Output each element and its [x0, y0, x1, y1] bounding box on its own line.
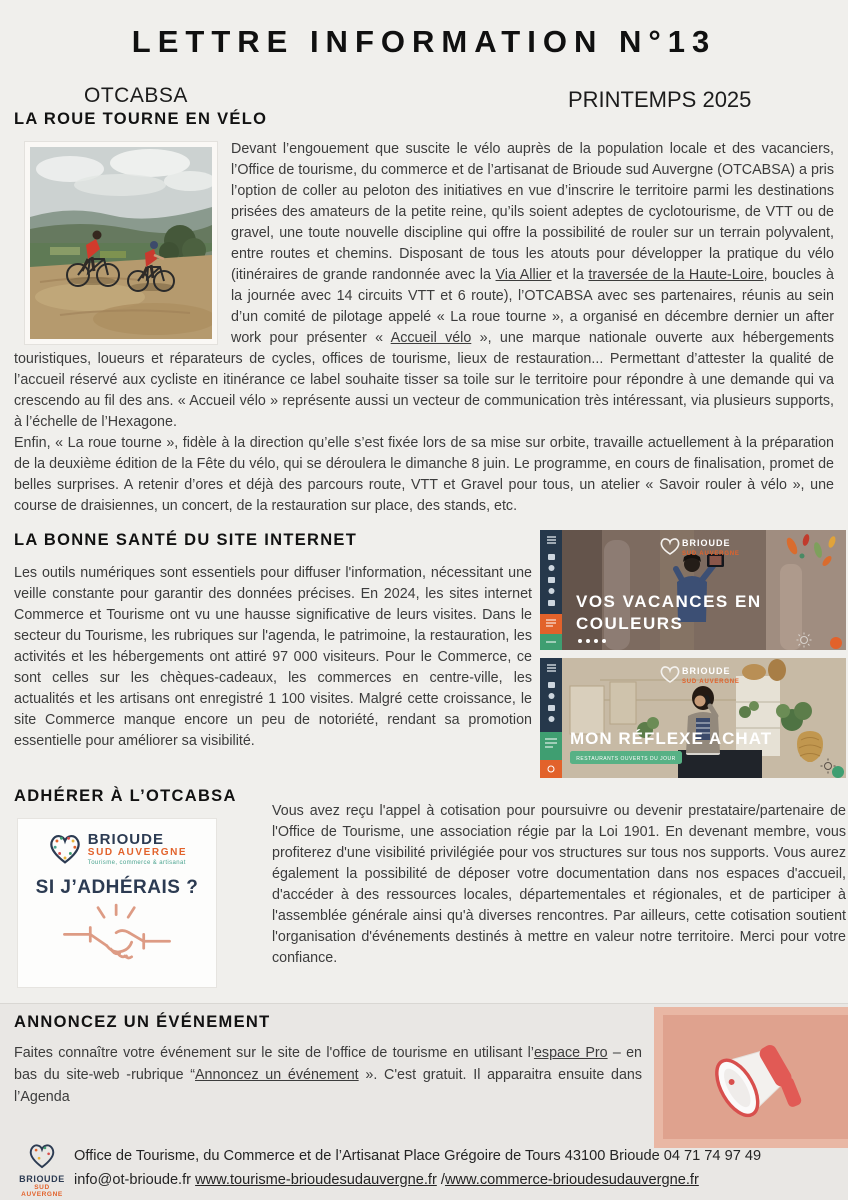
link-accueil-velo[interactable]: Accueil vélo [390, 330, 472, 346]
internet-paragraph: Les outils numériques sont essentiels pour diffuser l'information, nécessitant une veille constante pour garantir des données précises. En 2024, les sites internet Commerce et Tourisme ont vu une hausse significative de leurs visites. Dans le secteur du Tourisme, les rubriques sur l'agenda, le patrimoine, la restauration, les activités et les hébergements ont attiré 97 000 visiteurs. Pour le Commerce, ce sont celles sur les chèques-cadeaux, les commerces en centre-ville, les actualités et les artisans ont enregistré 1 100 visites. Malgré cette croissance, le site Commerce manque encore un peu de notoriété, rendant sa promotion essentielle pour améliorer sa visibilité. [14, 565, 532, 749]
org-name: OTCABSA [84, 84, 188, 107]
link-annoncez-evenement[interactable]: Annoncez un événement [195, 1067, 359, 1083]
cyclists-photo [25, 142, 217, 344]
section-velo [14, 139, 834, 531]
footer-logo [16, 1142, 68, 1198]
cyclists-photo-art [30, 147, 212, 339]
evenement-paragraph [14, 1042, 642, 1108]
megaphone-photo [654, 1007, 848, 1148]
velo-paragraph-2: Enfin, « La roue tourne », fidèle à la direction qu’elle s’est fixée lors de sa mise sur orbite, travaille actuellement à la préparation de la deuxième édition de la Fête du vélo, qui se déroulera le dimanche 8 juin. Le programme, en cours de finalisation, promet de belles surprises. A retenir d’ores et déjà des parcours route, VTT et Gravel pour tous, un atelier « Savoir rouler à vélo », une course de draisiennes, un concert, de la restauration sur place, des stands, etc. [14, 435, 834, 514]
chat-bubble-icon [830, 637, 842, 649]
text-segment: Devant l’engouement que suscite le vélo auprès de la population locale et des vacanciers, l’Office de tourisme, du commerce et de l’artisanat de Brioude sud Auvergne (OTCABSA) a pris l’option de coller au peloton des initiatives en vue d’inscrire le territoire parmi les destinations prisées des amateurs de la petite reine, qu’ils soient adeptes de cyclotourisme, de VTT ou de gravel, une toute nouvelle discipline qui offre la possibilité de rouler sur un terrain polyvalent, entre routes et chemins. Disposant de tous les atouts pour développer la pratique du vélo (itinéraires de grande randonnée avec la [231, 141, 834, 283]
footer-brand-name: BRIOUDE [19, 1174, 65, 1184]
section-heading-evenement: ANNONCEZ UN ÉVÉNEMENT [14, 1013, 271, 1031]
footer-email[interactable]: info@ot-brioude.fr [74, 1172, 192, 1188]
link-espace-pro[interactable]: espace Pro [533, 1045, 608, 1061]
megaphone-icon [697, 1018, 815, 1136]
footer-heart-icon [27, 1142, 57, 1170]
text-segment: Faites connaître votre événement sur le site de l'office de tourisme en utilisant l’ [14, 1045, 534, 1061]
card-question: SI J’ADHÉRAIS ? [35, 877, 199, 898]
chat-bubble-icon [832, 766, 844, 778]
restaurants-button-label: RESTAURANTS OUVERTS DU JOUR [576, 756, 676, 762]
site-brand-name: BRIOUDE [682, 666, 731, 676]
card-brand-name: BRIOUDE [87, 831, 164, 848]
section-heading-velo: LA ROUE TOURNE EN VÉLO [14, 110, 268, 128]
page-title: LETTRE INFORMATION N°13 [131, 24, 717, 59]
website-screenshots [540, 530, 846, 786]
text-segment: , boucles à la journée avec 14 circuits VTT et 6 route), l’OTCABSA avec ses partenaires, réunis au sein d’un comité de pilotage appelé « La roue tourne », a organisé en décembre dernier un after work pour présenter « [231, 267, 834, 346]
link-via-allier[interactable]: Via Allier [495, 267, 552, 283]
section-heading-adherer: ADHÉRER À L’OTCABSA [14, 787, 237, 805]
footer-contact [74, 1144, 761, 1192]
text-segment: », une marque nationale ouverte aux hébergements touristiques, loueurs et réparateurs de cycles, offices de tourisme, lieux de restauration... Permettant d’attester la qualité de l’accueil réservé aux cycliste en itinérance ce label souhaite tisser sa toile sur le territoire pour répondre à une demande qui va crescendo au fil des ans. « Accueil vélo » représente aussi un vecteur de communication très intéressant, via plusieurs supports, à l’échelle de l’Hexagone. [14, 330, 834, 430]
site-brand-region: SUD AUVERGNE [682, 551, 740, 557]
footer-links-line [74, 1168, 761, 1192]
text-segment: et la [551, 267, 589, 283]
text-segment: – en bas du site-web -rubrique “ [14, 1045, 642, 1083]
bottom-band [0, 1003, 848, 1200]
adherer-paragraph: Vous avez reçu l'appel à cotisation pour poursuivre ou devenir prestataire/partenaire de l'Office de Tourisme, une association régie par la Loi 1901. En devenant membre, vous profiterez d'une visibilité privilégiée pour vos structures sur tous nos supports. Vous aurez également la possibilité de déposer votre documentation dans nos espaces d'accueil, d'accéder à des ressources locales, départementales et régionales, et de participer à l'assemblée générale ainsi qu'à diverses rencontres. Par ailleurs, cette cotisation soutient l'organisation d'événements destinés à mettre en valeur notre territoire. Merci pour votre confiance. [272, 803, 846, 966]
screen-vacances-title-line1: VOS VACANCES EN [576, 592, 762, 611]
footer-url-commerce[interactable]: www.commerce-brioudesudauvergne.fr [444, 1172, 699, 1188]
site-brand-region: SUD AUVERGNE [682, 679, 740, 685]
handshake-icon [61, 903, 173, 971]
brioude-heart-logo [47, 832, 83, 866]
text-segment: ». C'est gratuit. Il apparaitra ensuite dans l’Agenda [14, 1067, 642, 1105]
card-brand-tagline: Tourisme, commerce & artisanat [87, 860, 186, 866]
footer-address-line: Office de Tourisme, du Commerce et de l’Artisanat Place Grégoire de Tours 43100 Brioude 04 71 74 97 49 [74, 1148, 762, 1164]
adhesion-card [18, 819, 216, 987]
section-heading-internet: LA BONNE SANTÉ DU SITE INTERNET [14, 531, 358, 549]
website-screenshot-vacances [540, 530, 846, 650]
issue-season: PRINTEMPS 2025 [568, 87, 752, 112]
footer-url-tourisme[interactable]: www.tourisme-brioudesudauvergne.fr [195, 1172, 437, 1188]
link-traversee-haute-loire[interactable]: traversée de la Haute-Loire [588, 267, 764, 283]
card-brand-region: SUD AUVERGNE [87, 847, 188, 858]
footer-brand-region: SUD AUVERGNE [21, 1184, 63, 1198]
website-screenshot-achat [540, 658, 846, 778]
site-sidebar [540, 658, 562, 778]
footer-separator: / [440, 1172, 445, 1188]
site-sidebar [540, 530, 562, 650]
site-brand-name: BRIOUDE [682, 538, 731, 548]
screen-vacances-title-line2: COULEURS [576, 614, 684, 633]
screen-achat-title: MON RÉFLEXE ACHAT [570, 729, 773, 748]
